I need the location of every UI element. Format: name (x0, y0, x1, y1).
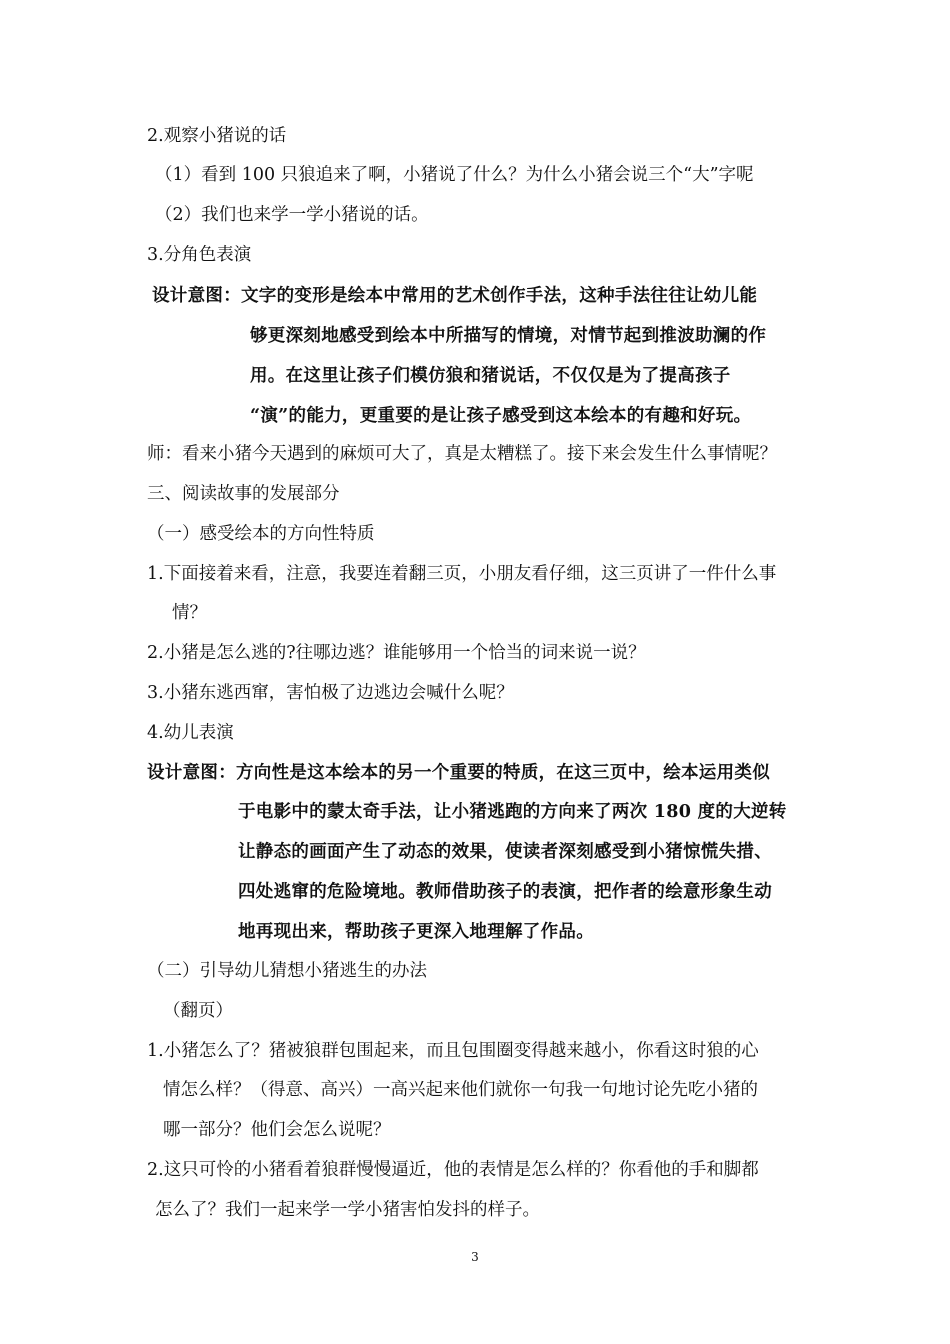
design-intent-line: 设计意图：文字的变形是绘本中常用的艺术创作手法，这种手法往往让幼儿能 (152, 286, 758, 306)
text-line: 3.分角色表演 (147, 245, 252, 265)
text-line: 4.幼儿表演 (147, 723, 234, 743)
design-intent-line: 地再现出来，帮助孩子更深入地理解了作品。 (238, 922, 594, 942)
design-intent-line: 四处逃窜的危险境地。教师借助孩子的表演，把作者的绘意形象生动 (238, 882, 772, 902)
text-line: 怎么了？我们一起来学一学小猪害怕发抖的样子。 (155, 1200, 540, 1220)
text-line: 师：看来小猪今天遇到的麻烦可大了，真是太糟糕了。接下来会发生什么事情呢？ (147, 444, 777, 464)
text-line: 1.下面接着来看，注意，我要连着翻三页，小朋友看仔细，这三页讲了一件什么事 (147, 564, 777, 584)
text-line: 3.小猪东逃西窜，害怕极了边逃边会喊什么呢？ (147, 683, 514, 703)
text-line: （翻页） (163, 1001, 233, 1021)
text-line: 哪一部分？他们会怎么说呢？ (163, 1120, 391, 1140)
design-intent-line: 够更深刻地感受到绘本中所描写的情境，对情节起到推波助澜的作 (250, 326, 767, 346)
subsection-heading: （一）感受绘本的方向性特质 (147, 524, 375, 544)
section-heading: 三、阅读故事的发展部分 (147, 484, 340, 504)
text-line: 情怎么样？（得意、高兴）一高兴起来他们就你一句我一句地讨论先吃小猪的 (163, 1080, 758, 1100)
page-number: 3 (471, 1250, 479, 1264)
text-line: （2）我们也来学一学小猪说的话。 (155, 205, 429, 225)
text-line: 1.小猪怎么了？猪被狼群包围起来，而且包围圈变得越来越小，你看这时狼的心 (147, 1041, 759, 1061)
text-line: 情？ (172, 603, 207, 623)
text-line: 2.这只可怜的小猪看着狼群慢慢逼近，他的表情是怎么样的？你看他的手和脚都 (147, 1160, 759, 1180)
design-intent-line: 于电影中的蒙太奇手法，让小猪逃跑的方向来了两次 180 度的大逆转 (238, 802, 787, 822)
design-intent-line: 用。在这里让孩子们模仿狼和猪说话，不仅仅是为了提高孩子 (250, 366, 731, 386)
design-intent-line: “演”的能力，更重要的是让孩子感受到这本绘本的有趣和好玩。 (250, 406, 752, 426)
text-line: 2.小猪是怎么逃的?往哪边逃？谁能够用一个恰当的词来说一说？ (147, 643, 646, 663)
text-line: （1）看到 100 只狼追来了啊，小猪说了什么？为什么小猪会说三个“大”字呢 (155, 165, 754, 185)
text-line: 2.观察小猪说的话 (147, 126, 287, 146)
design-intent-line: 设计意图：方向性是这本绘本的另一个重要的特质，在这三页中，绘本运用类似 (147, 763, 770, 783)
subsection-heading: （二）引导幼儿猜想小猪逃生的办法 (147, 961, 427, 981)
design-intent-line: 让静态的画面产生了动态的效果，使读者深刻感受到小猪惊慌失措、 (238, 842, 772, 862)
